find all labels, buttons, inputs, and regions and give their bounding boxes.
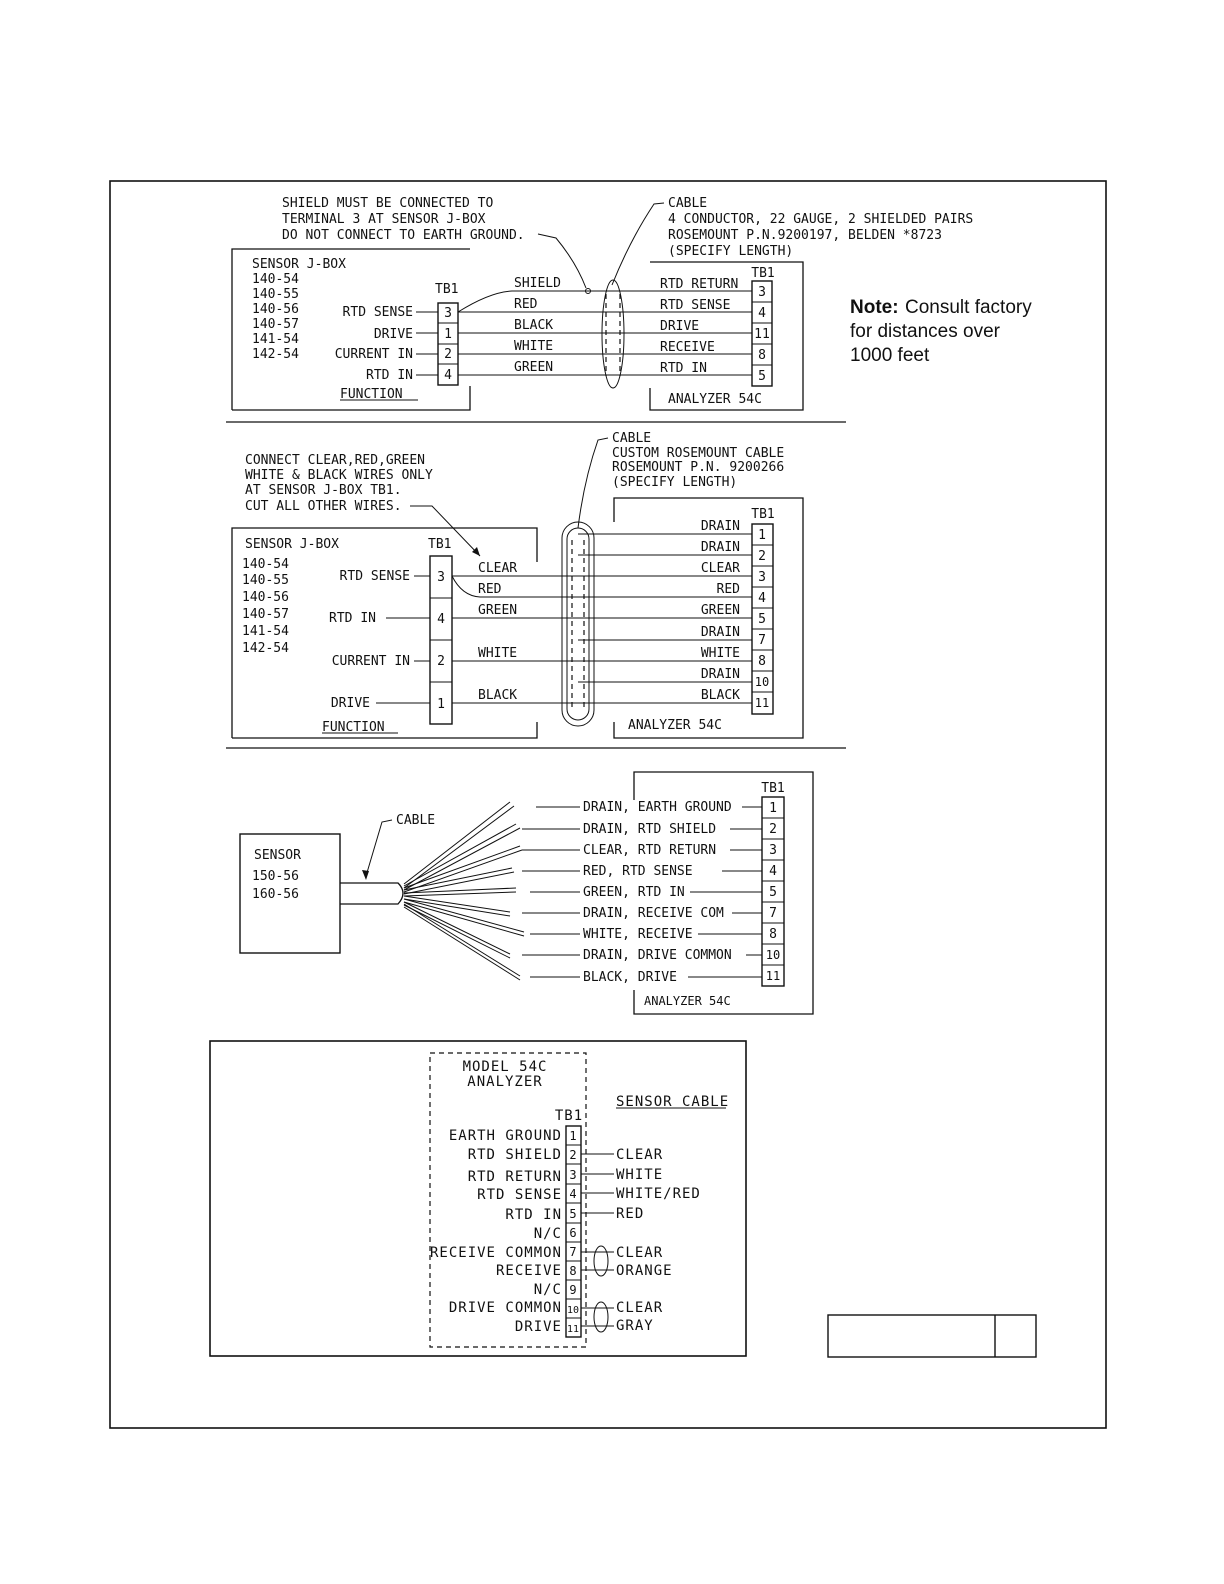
d2-right-term-7: 8	[758, 654, 766, 669]
d4-term-4: 4	[569, 1187, 577, 1201]
d1-right-func-4: RECEIVE	[660, 340, 715, 355]
d3-row-label-3: CLEAR, RTD RETURN	[583, 843, 717, 858]
d4-func-2: RTD SHIELD	[467, 1147, 562, 1163]
d4-term-9: 9	[569, 1283, 577, 1297]
d4-term-5: 5	[569, 1207, 577, 1221]
d2-connect-note-2: WHITE & BLACK WIRES ONLY	[245, 468, 433, 483]
d3-cable-arrow	[362, 870, 369, 880]
d1-wire-label-black: BLACK	[514, 318, 554, 333]
d4-title-1: MODEL 54C	[462, 1059, 548, 1075]
d3-row-label-4: RED, RTD SENSE	[583, 864, 693, 879]
d1-wire-label-green: GREEN	[514, 360, 554, 375]
d4-wire-10: CLEAR	[616, 1300, 664, 1316]
d2-right-wire-5: GREEN	[700, 603, 740, 618]
d1-model-6: 142-54	[252, 347, 299, 362]
d4-wire-5: RED	[616, 1206, 645, 1222]
d1-cable-note-2: 4 CONDUCTOR, 22 GAUGE, 2 SHIELDED PAIRS	[668, 212, 974, 227]
d4-func-1: EARTH GROUND	[448, 1128, 562, 1144]
d4-func-3: RTD RETURN	[467, 1169, 562, 1185]
d3-term-6: 7	[769, 906, 777, 921]
d4-term-11: 11	[566, 1324, 580, 1335]
d4-sensor-cable-label: SENSOR CABLE	[616, 1094, 730, 1110]
d3-term-4: 4	[769, 864, 777, 879]
d3-tb-label: TB1	[761, 781, 785, 796]
d2-analyzer-label: ANALYZER 54C	[628, 718, 722, 733]
d4-tb-label: TB1	[554, 1108, 584, 1124]
d1-model-5: 141-54	[252, 332, 299, 347]
d1-tb-label: TB1	[435, 282, 459, 297]
d4-pair-receive	[594, 1246, 608, 1276]
d2-left-func-4: DRIVE	[330, 696, 370, 711]
d2-cable-note-1: CABLE	[612, 431, 652, 446]
d2-cable-leader	[578, 438, 608, 528]
d1-right-term-2: 4	[758, 306, 766, 321]
d4-term-3: 3	[569, 1168, 577, 1182]
d2-right-wire-3: CLEAR	[700, 561, 740, 576]
d2-function-label: FUNCTION	[322, 720, 385, 735]
d2-right-wire-7: WHITE	[700, 646, 740, 661]
d1-cable-note-3: ROSEMOUNT P.N.9200197, BELDEN *8723	[668, 228, 942, 243]
d1-shield-note-3: DO NOT CONNECT TO EARTH GROUND.	[282, 228, 525, 243]
d3-fan-wires	[404, 802, 524, 980]
d2-wire-label-green: GREEN	[478, 603, 518, 618]
d1-right-func-3: DRIVE	[660, 319, 700, 334]
d3-term-1: 1	[769, 801, 777, 816]
d2-wire-label-black: BLACK	[478, 688, 518, 703]
d4-term-6: 6	[569, 1226, 577, 1240]
d1-model-4: 140-57	[252, 317, 299, 332]
d2-wire-label-red: RED	[478, 582, 502, 597]
d4-term-8: 8	[569, 1264, 577, 1278]
d2-left-func-2: RTD IN	[329, 611, 376, 626]
d1-left-func-4: RTD IN	[366, 368, 413, 383]
d3-row-label-2: DRAIN, RTD SHIELD	[583, 822, 717, 837]
d4-wire-2: CLEAR	[616, 1147, 664, 1163]
d2-right-wire-1: DRAIN	[700, 519, 740, 534]
d3-term-2: 2	[769, 822, 777, 837]
d2-right-wire-9: BLACK	[700, 688, 740, 703]
d1-wire-label-white: WHITE	[514, 339, 554, 354]
d1-right-term-3: 11	[754, 327, 770, 342]
d1-model-2: 140-55	[252, 287, 299, 302]
note-line-2: for distances over	[850, 321, 1000, 342]
d4-term-1: 1	[569, 1129, 577, 1143]
d2-tb-label: TB1	[428, 537, 452, 552]
d2-connect-note-3: AT SENSOR J-BOX TB1.	[245, 483, 402, 498]
d1-analyzer-label: ANALYZER 54C	[668, 392, 762, 407]
d3-row-label-5: GREEN, RTD IN	[583, 885, 685, 900]
d3-cable-jacket	[340, 883, 403, 904]
d3-row-label-1: DRAIN, EARTH GROUND	[583, 800, 732, 815]
d2-right-term-3: 3	[758, 570, 766, 585]
d3-sensor-title: SENSOR	[254, 848, 301, 863]
d4-func-8: RECEIVE	[495, 1263, 562, 1279]
diagram-2	[232, 431, 803, 738]
d4-term-7: 7	[569, 1245, 577, 1259]
d2-right-term-9: 11	[754, 696, 770, 710]
d2-right-term-1: 1	[758, 528, 766, 543]
d2-model-1: 140-54	[242, 557, 289, 572]
note-line-1: Consult factory	[905, 297, 1032, 318]
d1-cable-note-4: (SPECIFY LENGTH)	[668, 244, 794, 259]
d4-wire-7: CLEAR	[616, 1245, 664, 1261]
d2-left-term-4: 1	[437, 697, 445, 712]
diagram-4	[210, 1041, 746, 1356]
d1-wire-label-red: RED	[514, 297, 538, 312]
d1-cable-bundle	[602, 280, 624, 388]
d2-right-term-5: 5	[758, 612, 766, 627]
d4-wire-4: WHITE/RED	[616, 1186, 701, 1202]
d3-row-label-6: DRAIN, RECEIVE COM	[583, 906, 724, 921]
d3-term-3: 3	[769, 843, 777, 858]
d2-left-term-3: 2	[437, 654, 445, 669]
d4-term-10: 10	[566, 1305, 580, 1316]
d1-left-func-2: DRIVE	[373, 327, 413, 342]
d2-model-6: 142-54	[242, 641, 289, 656]
d2-right-wire-8: DRAIN	[700, 667, 740, 682]
d3-term-9: 11	[765, 969, 781, 983]
d2-right-term-2: 2	[758, 549, 766, 564]
d4-wire-11: GRAY	[616, 1318, 654, 1334]
diagram-3	[240, 772, 813, 1014]
d2-cable-note-2: CUSTOM ROSEMOUNT CABLE	[612, 446, 785, 461]
d4-title-2: ANALYZER	[467, 1074, 543, 1090]
d1-right-func-5: RTD IN	[660, 361, 707, 376]
d2-connect-note-4: CUT ALL OTHER WIRES.	[245, 499, 402, 514]
note-bold: Note:	[850, 297, 899, 318]
d3-analyzer-label: ANALYZER 54C	[644, 994, 731, 1008]
d1-model-3: 140-56	[252, 302, 299, 317]
d1-model-1: 140-54	[252, 272, 299, 287]
d1-left-term-1: 3	[444, 306, 452, 321]
d2-right-term-4: 4	[758, 591, 766, 606]
d2-wire-label-white: WHITE	[478, 646, 518, 661]
d2-right-term-8: 10	[754, 675, 770, 689]
d2-right-tb-label: TB1	[751, 507, 775, 522]
d2-model-5: 141-54	[242, 624, 289, 639]
d1-left-func-3: CURRENT IN	[334, 347, 413, 362]
d2-right-wire-4: RED	[716, 582, 740, 597]
note-block	[850, 297, 1032, 366]
d1-right-term-1: 3	[758, 285, 766, 300]
d3-row-label-9: BLACK, DRIVE	[583, 970, 677, 985]
d2-left-func-1: RTD SENSE	[339, 569, 410, 584]
d1-shield-note-1: SHIELD MUST BE CONNECTED TO	[282, 196, 494, 211]
d2-model-3: 140-56	[242, 590, 289, 605]
d4-func-4: RTD SENSE	[477, 1187, 562, 1203]
d4-func-5: RTD IN	[505, 1207, 562, 1223]
d1-right-func-2: RTD SENSE	[660, 298, 731, 313]
d2-cable-note-4: (SPECIFY LENGTH)	[612, 475, 738, 490]
d1-left-term-3: 2	[444, 347, 452, 362]
d2-left-term-1: 3	[437, 570, 445, 585]
d1-right-tb-label: TB1	[751, 266, 775, 281]
d2-model-4: 140-57	[242, 607, 289, 622]
d1-right-term-4: 8	[758, 348, 766, 363]
d2-right-term-6: 7	[758, 633, 766, 648]
figure-number-box	[828, 1315, 1036, 1357]
d3-term-7: 8	[769, 927, 777, 942]
d2-right-wire-2: DRAIN	[700, 540, 740, 555]
d3-term-8: 10	[765, 948, 781, 962]
d1-right-func-1: RTD RETURN	[660, 277, 739, 292]
d1-wire-label-shield: SHIELD	[514, 276, 561, 291]
d2-wire-label-clear: CLEAR	[478, 561, 518, 576]
d1-right-term-5: 5	[758, 369, 766, 384]
d2-right-wire-6: DRAIN	[700, 625, 740, 640]
d4-func-7: RECEIVE COMMON	[429, 1245, 562, 1261]
d3-row-label-7: WHITE, RECEIVE	[583, 927, 693, 942]
d2-model-2: 140-55	[242, 573, 289, 588]
d1-function-label: FUNCTION	[340, 387, 403, 402]
d3-term-5: 5	[769, 885, 777, 900]
d2-jbox-title: SENSOR J-BOX	[245, 537, 339, 552]
note-line-3: 1000 feet	[850, 345, 930, 366]
d2-cable-note-3: ROSEMOUNT P.N. 9200266	[612, 460, 785, 475]
d3-cable-label: CABLE	[396, 813, 436, 828]
d4-term-2: 2	[569, 1148, 577, 1162]
d4-pair-drive	[594, 1302, 608, 1332]
d4-func-10: DRIVE COMMON	[448, 1300, 562, 1316]
d1-left-term-4: 4	[444, 368, 452, 383]
d3-model-2: 160-56	[252, 887, 299, 902]
d1-cable-note-1: CABLE	[668, 196, 708, 211]
d2-left-term-2: 4	[437, 612, 445, 627]
d4-wire-8: ORANGE	[616, 1263, 673, 1279]
d4-wire-3: WHITE	[616, 1167, 664, 1183]
d1-jbox-title: SENSOR J-BOX	[252, 257, 346, 272]
d3-row-label-8: DRAIN, DRIVE COMMON	[583, 948, 732, 963]
d1-left-func-1: RTD SENSE	[342, 305, 413, 320]
d3-model-1: 150-56	[252, 869, 299, 884]
d4-func-11: DRIVE	[514, 1319, 562, 1335]
d4-func-9: N/C	[533, 1282, 562, 1298]
d2-left-func-3: CURRENT IN	[331, 654, 410, 669]
d3-cable-leader	[366, 820, 392, 876]
d1-cable-leader	[612, 203, 664, 285]
d4-func-6: N/C	[533, 1226, 562, 1242]
d1-left-term-2: 1	[444, 327, 452, 342]
d1-shield-note-2: TERMINAL 3 AT SENSOR J-BOX	[282, 212, 486, 227]
d2-connect-note-1: CONNECT CLEAR,RED,GREEN	[245, 453, 426, 468]
